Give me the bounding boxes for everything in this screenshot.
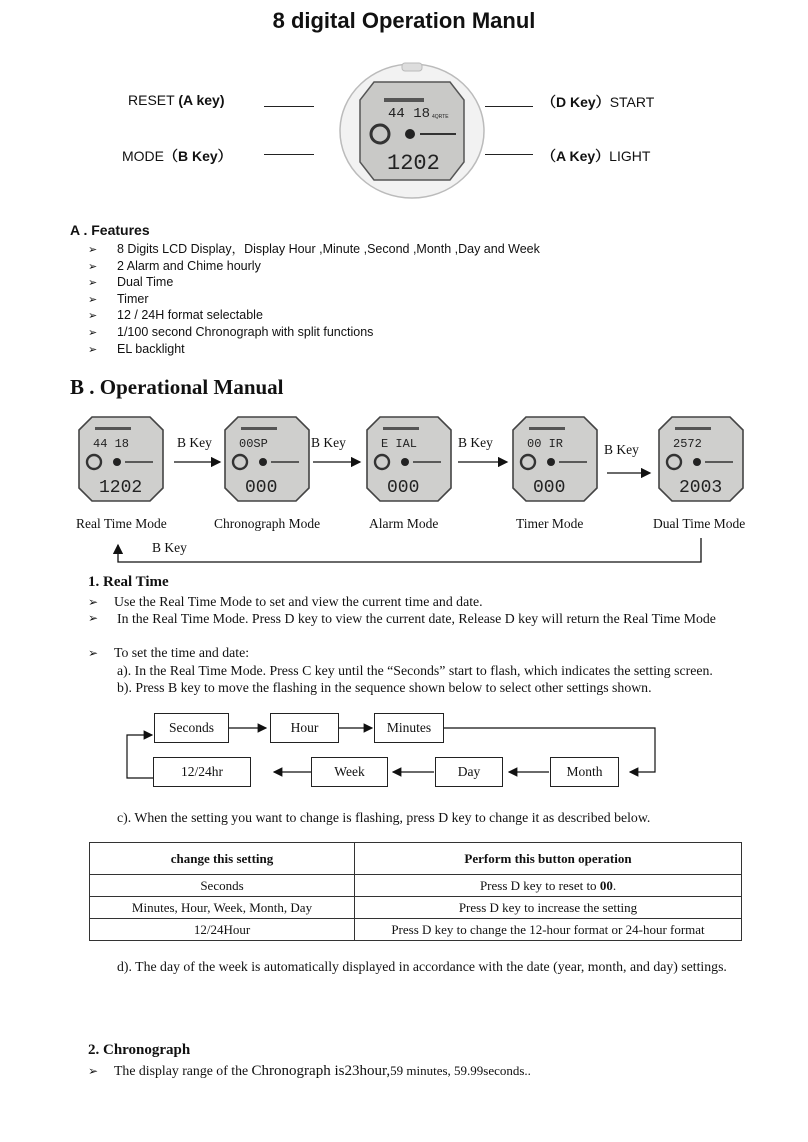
step-c-text: c). When the setting you want to change is flashing, press D key to change it as described below. xyxy=(117,810,651,825)
chronograph-heading: 2. Chronograph xyxy=(88,1042,191,1058)
mode-lcd-bottom-digits: 000 xyxy=(245,478,278,498)
lcd-dot-icon xyxy=(547,458,555,466)
start-key-name: START xyxy=(609,94,655,110)
table-header-row xyxy=(90,843,742,875)
light-key-leader xyxy=(485,154,533,155)
flow-box-minutes: Minutes xyxy=(374,713,444,743)
page-title: 8 digital Operation Manul xyxy=(272,8,536,33)
bullet-icon: ➢ xyxy=(88,326,98,339)
real-time-bullet xyxy=(88,610,758,627)
mode-key-label xyxy=(122,146,232,166)
bullet-icon: ➢ xyxy=(88,343,98,356)
feature-text: Timer xyxy=(117,291,149,306)
b-key-label: B Key xyxy=(458,435,493,450)
bullet-icon: ➢ xyxy=(88,595,99,609)
lcd-segment-bar xyxy=(95,427,131,430)
light-key-label xyxy=(542,146,650,166)
table-cell: Press D key to change the 12-hour format or 24-hour format xyxy=(355,919,742,941)
b-key-label: B Key xyxy=(152,540,187,555)
bullet-text: Use the Real Time Mode to set and view the current time and date. xyxy=(114,594,483,609)
cell-text: . xyxy=(612,877,617,893)
chronograph-bullet xyxy=(88,1062,531,1080)
bullet-text: To set the time and date: xyxy=(114,645,250,660)
mode-label-timer: Timer Mode xyxy=(516,516,584,531)
table-header: Perform this button operation xyxy=(355,843,742,875)
feature-text: 2 Alarm and Chime hourly xyxy=(117,258,261,273)
feature-text: Dual Time xyxy=(117,275,174,290)
features-heading: A . Features xyxy=(70,222,150,238)
feature-item xyxy=(88,274,540,291)
table-header: change this setting xyxy=(90,843,355,875)
feature-text: 12 / 24H format selectable xyxy=(117,308,263,323)
step-b-text: b). Press B key to move the flashing in the sequence shown below to select other settings shown. xyxy=(117,680,652,695)
features-list xyxy=(88,241,540,357)
reset-key-name: RESET xyxy=(128,92,175,108)
feature-item xyxy=(88,291,540,308)
mode-lcd-bottom-digits: 000 xyxy=(387,478,420,498)
mode-lcd-top-digits: E IAL xyxy=(381,437,418,451)
b-key-label: B Key xyxy=(177,435,212,450)
bullet-text-large: Chronograph is23hour, xyxy=(251,1063,391,1079)
cell-text: Press D key to reset to xyxy=(479,877,600,893)
settings-table xyxy=(89,842,742,941)
real-time-bullet xyxy=(88,644,758,662)
mode-lcd-bottom-digits: 1202 xyxy=(99,478,143,498)
mode-label-real-time: Real Time Mode xyxy=(76,516,167,531)
mode-lcd-top-digits: 00SP xyxy=(239,437,268,451)
lcd-dot-icon xyxy=(113,458,121,466)
bullet-icon: ➢ xyxy=(88,646,99,660)
step-a-text: a). In the Real Time Mode. Press C key until the “Seconds” start to flash, which indicates the setting screen. xyxy=(117,663,713,678)
reset-key-label xyxy=(128,92,225,108)
bullet-icon: ➢ xyxy=(88,611,99,625)
feature-item xyxy=(88,241,540,258)
watch-sub-label: 4QRTE xyxy=(432,114,449,120)
flow-box-seconds: Seconds xyxy=(154,713,229,743)
flow-box-12-24hr: 12/24hr xyxy=(153,757,251,787)
table-cell: Minutes, Hour, Week, Month, Day xyxy=(90,897,355,919)
reset-key-id: (A key) xyxy=(178,92,225,108)
bullet-icon: ➢ xyxy=(88,310,98,323)
lcd-dot-icon xyxy=(401,458,409,466)
light-key-id: （A Key） xyxy=(542,148,610,164)
start-key-leader xyxy=(485,106,533,107)
feature-text: 1/100 second Chronograph with split functions xyxy=(117,324,374,339)
feature-text: 8 Digits LCD Display，Display Hour ,Minute ,Second ,Month ,Day and Week xyxy=(117,242,540,256)
mode-lcd-bottom-digits: 000 xyxy=(533,478,566,498)
bullet-icon: ➢ xyxy=(88,260,98,273)
lcd-dot-icon xyxy=(693,458,701,466)
lcd-segment-bar xyxy=(383,427,419,430)
bullet-text: 59 minutes, 59.99seconds.. xyxy=(390,1063,531,1078)
real-time-bullet xyxy=(88,593,758,611)
cell-bold-text: 00 xyxy=(599,877,613,893)
lcd-dot-icon xyxy=(259,458,267,466)
mode-label-dual-time: Dual Time Mode xyxy=(653,516,746,531)
bullet-icon: ➢ xyxy=(88,293,98,306)
mode-key-id: （B Key） xyxy=(164,148,232,164)
mode-lcd-top-digits: 2572 xyxy=(673,437,702,451)
watch-bottom-digits: 1202 xyxy=(387,151,440,176)
feature-item xyxy=(88,341,540,358)
mode-flow-diagram xyxy=(0,412,808,572)
bullet-icon: ➢ xyxy=(88,244,98,256)
table-cell: Seconds xyxy=(90,875,355,897)
mode-key-leader xyxy=(264,154,314,155)
table-row xyxy=(90,875,742,897)
feature-item xyxy=(88,258,540,275)
mode-lcd-bottom-digits: 2003 xyxy=(679,478,723,498)
mode-key-name: MODE xyxy=(122,148,164,164)
lcd-segment-bar xyxy=(529,427,565,430)
table-row xyxy=(90,919,742,941)
feature-item xyxy=(88,324,540,341)
mode-label-chronograph: Chronograph Mode xyxy=(214,516,321,531)
up-arrow-icon xyxy=(118,538,701,562)
watch-face-image xyxy=(338,62,486,200)
lcd-segment-bar xyxy=(241,427,277,430)
feature-item xyxy=(88,307,540,324)
bullet-icon: ➢ xyxy=(88,1064,99,1078)
flow-box-week: Week xyxy=(311,757,388,787)
light-key-name: LIGHT xyxy=(609,148,651,164)
flow-box-month: Month xyxy=(550,757,619,787)
table-cell: Press D key to increase the setting xyxy=(355,897,742,919)
operational-heading: B . Operational Manual xyxy=(70,375,284,399)
mode-label-alarm: Alarm Mode xyxy=(369,516,439,531)
flow-box-hour: Hour xyxy=(270,713,339,743)
step-d-text: d). The day of the week is automatically displayed in accordance with the date (year, month, and day) settings. xyxy=(117,959,727,974)
bullet-text: The display range of the xyxy=(114,1063,252,1078)
lcd-segment-bar xyxy=(675,427,711,430)
flow-box-day: Day xyxy=(435,757,503,787)
feature-text: EL backlight xyxy=(117,341,185,356)
table-cell xyxy=(355,875,742,897)
real-time-heading: 1. Real Time xyxy=(88,574,169,590)
bullet-text: In the Real Time Mode. Press D key to view the current date, Release D key will return the Real Time Mode xyxy=(117,611,716,626)
start-key-id: （D Key） xyxy=(542,94,610,110)
mode-lcd-top-digits: 00 IR xyxy=(527,437,564,451)
start-key-label xyxy=(542,92,654,112)
table-row xyxy=(90,897,742,919)
b-key-label: B Key xyxy=(604,442,639,457)
mode-lcd-top-digits: 44 18 xyxy=(93,437,130,451)
watch-top-digits: 44 18 xyxy=(388,106,431,122)
reset-key-leader xyxy=(264,106,314,107)
table-cell: 12/24Hour xyxy=(90,919,355,941)
b-key-label: B Key xyxy=(311,435,346,450)
bullet-icon: ➢ xyxy=(88,277,98,290)
